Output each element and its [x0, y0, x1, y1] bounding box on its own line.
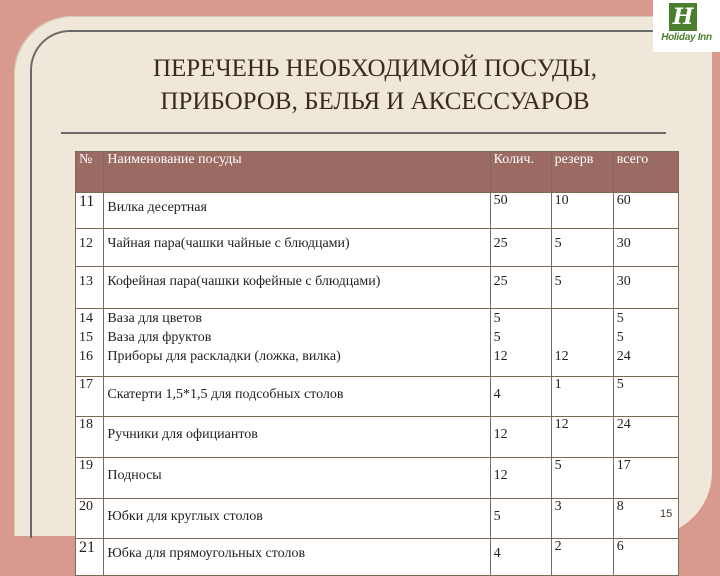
row-total: 17: [613, 458, 678, 499]
table-row: [76, 377, 679, 417]
row-reserve: 1: [551, 377, 613, 417]
row-qty: 12: [490, 417, 551, 458]
row-num: 19: [76, 458, 104, 499]
page-number: 15: [660, 508, 673, 520]
row-qty: 25: [490, 267, 551, 309]
row-qty: 5: [493, 311, 501, 326]
row-reserve: 5: [551, 229, 613, 267]
row-total: 5: [613, 377, 678, 417]
row-name: Скатерти 1,5*1,5 для подсобных столов: [104, 377, 490, 417]
table-row: [76, 539, 679, 576]
row-num: 20: [76, 499, 104, 539]
row-reserve: 12: [554, 349, 569, 364]
header-num: №: [76, 152, 104, 193]
row-reserve: [555, 328, 610, 347]
row-reserve-group: [551, 309, 613, 377]
row-reserve: 5: [551, 267, 613, 309]
row-name: Приборы для раскладки (ложка, вилка): [107, 349, 341, 364]
page-title: [60, 52, 690, 118]
row-total: 6: [613, 539, 678, 576]
row-total: 60: [613, 193, 678, 229]
row-name: Подносы: [104, 458, 490, 499]
table-row: [76, 267, 679, 309]
row-total: 30: [613, 267, 678, 309]
header-reserve: резерв: [551, 152, 613, 193]
row-total-group: [613, 309, 678, 377]
title-divider: [61, 132, 666, 134]
row-qty: 5: [493, 330, 501, 345]
row-num-group: [76, 309, 104, 377]
row-num: 11: [76, 193, 104, 229]
row-total: 5: [616, 311, 624, 326]
row-qty: 50: [490, 193, 551, 229]
table-row: [76, 458, 679, 499]
row-total: 30: [613, 229, 678, 267]
row-qty: 12: [490, 458, 551, 499]
inventory-table: [75, 151, 679, 576]
row-num: 13: [76, 267, 104, 309]
table-row: [76, 193, 679, 229]
row-num: 17: [76, 377, 104, 417]
row-qty: 5: [490, 499, 551, 539]
row-name: Юбки для круглых столов: [104, 499, 490, 539]
row-num: 21: [76, 539, 104, 576]
row-total: 5: [616, 330, 624, 345]
row-num: 18: [76, 417, 104, 458]
table-header-row: [76, 152, 679, 193]
table-row: [76, 417, 679, 458]
row-name: Вилка десертная: [104, 193, 490, 229]
row-reserve: 12: [551, 417, 613, 458]
holiday-inn-logo: [653, 0, 720, 52]
row-num: 14: [79, 311, 93, 326]
header-name: Наименование посуды: [104, 152, 490, 193]
row-qty: 25: [490, 229, 551, 267]
row-name-group: [104, 309, 490, 377]
row-num: 12: [76, 229, 104, 267]
row-name: Кофейная пара(чашки кофейные с блюдцами): [104, 267, 490, 309]
row-qty: 4: [490, 377, 551, 417]
row-reserve: 5: [551, 458, 613, 499]
row-num: 16: [79, 349, 93, 364]
title-line-2: ПРИБОРОВ, БЕЛЬЯ И АКСЕССУАРОВ: [160, 88, 590, 115]
table-row-group: [76, 309, 679, 377]
header-total: всего: [613, 152, 678, 193]
row-name: Чайная пара(чашки чайные с блюдцами): [104, 229, 490, 267]
logo-mark: H: [669, 3, 697, 31]
row-reserve: 10: [551, 193, 613, 229]
row-name: Ручники для официантов: [104, 417, 490, 458]
row-qty: 12: [493, 349, 508, 364]
row-reserve: 3: [551, 499, 613, 539]
row-name: Юбка для прямоугольных столов: [104, 539, 490, 576]
title-line-1: ПЕРЕЧЕНЬ НЕОБХОДИМОЙ ПОСУДЫ,: [152, 55, 598, 82]
row-total: 24: [616, 349, 631, 364]
logo-brand-text: Holiday Inn: [661, 32, 712, 43]
row-num: 15: [79, 330, 93, 345]
row-name: Ваза для фруктов: [107, 330, 212, 345]
row-qty: 4: [490, 539, 551, 576]
row-qty-group: [490, 309, 551, 377]
row-total: 24: [613, 417, 678, 458]
table-row: [76, 229, 679, 267]
row-reserve: [555, 309, 610, 328]
row-reserve: 2: [551, 539, 613, 576]
table-row: [76, 499, 679, 539]
row-total: 8: [613, 499, 678, 539]
row-name: Ваза для цветов: [107, 311, 203, 326]
header-qty: Колич.: [490, 152, 551, 193]
